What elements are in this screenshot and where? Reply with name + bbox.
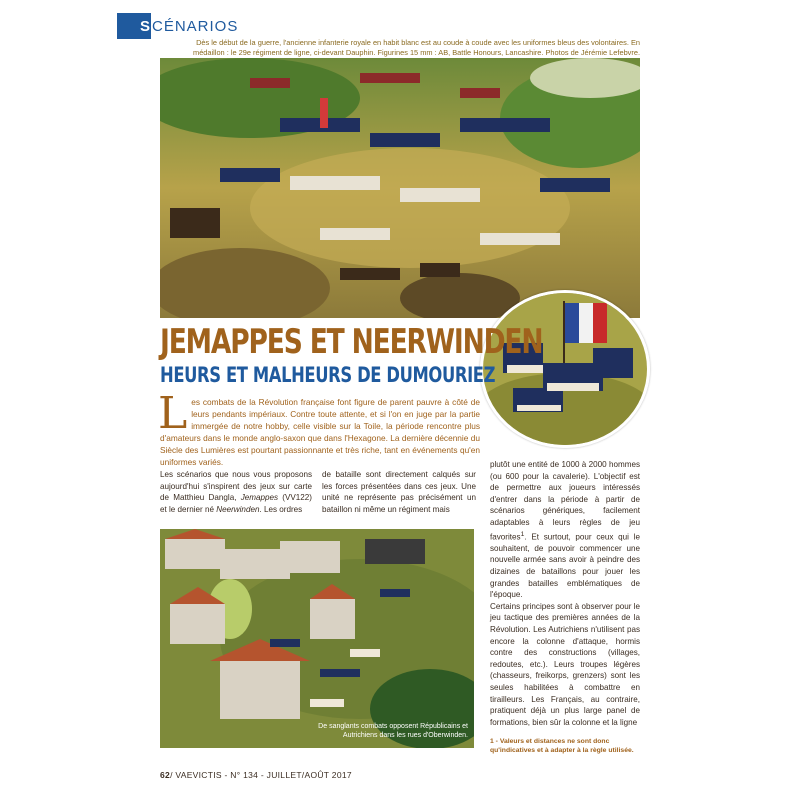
drop-cap: L xyxy=(158,388,188,439)
body-column-2: de bataille sont directement calqués sur les forces présentées dans ces jeux. Une unité ne représente pas précisément un bataillon ni même un régiment mais xyxy=(322,470,476,514)
section-label-box xyxy=(117,13,151,39)
body-column-3 xyxy=(490,459,640,728)
top-photo-caption: Dès le début de la guerre, l'ancienne infanterie royale en habit blanc est au coude à coude avec les uniformes bleus des volontaires. En médaillon : le 29e régiment de ligne, ci-devant Dauphin. Figurines 15 mm : AB, Battle Honours, Lancashire. Photos de Jérémie Lefebvre. xyxy=(193,38,640,57)
body-column-1 xyxy=(160,469,312,515)
intro-paragraph xyxy=(158,388,480,468)
col1-text-a: Les scénarios que nous vous proposons aujourd'hui s'inspirent des jeux sur carte de Matthieu Dangla, xyxy=(160,470,312,503)
page-footer xyxy=(160,770,352,780)
village-photo xyxy=(160,529,474,748)
col1-text-b: (VV122) et le dernier né xyxy=(160,493,312,514)
article-title: JEMAPPES ET NEERWINDEN xyxy=(160,322,543,362)
footnote-ref: 1 xyxy=(520,530,525,538)
magazine-issue: / VAEVICTIS - N° 134 - JUILLET/AOÛT 2017 xyxy=(170,770,352,780)
col3-text-a: plutôt une entité de 1000 à 2000 hommes (ou 600 pour la cavalerie). L'objectif est de permettre aux joueurs intéressés d'entrer dans la période à partir de scénarios génériques, facilement adaptables à leurs règles de jeu favorites xyxy=(490,460,640,542)
col3-text-b: . Et surtout, pour ceux qui le souhaitent, de pouvoir commencer une nouvelle armée sans avoir à peindre des dizaines de bataillons pour jouer les grandes batailles emblématiques de l'époque. xyxy=(490,532,640,600)
section-header xyxy=(117,13,238,39)
village-photo-caption: De sanglants combats opposent Républicains et Autrichiens dans les rues d'Oberwinden. xyxy=(318,723,468,739)
col3-paragraph-1 xyxy=(490,459,640,601)
medallion-illustration xyxy=(483,293,647,445)
game-title-neerwinden: Neerwinden xyxy=(216,504,260,514)
section-initial: S xyxy=(139,17,151,35)
village-photo-illustration xyxy=(160,529,474,748)
col3-paragraph-2: Certains principes sont à observer pour le jeu tactique des premières années de la Révolution. Les Autrichiens n'utilisent pas encore la colonne d'attaque, hormis contre des constructions (villages, redoutes, etc.). Leurs troupes légères (chasseurs, freikorps, grenzers) sont les seules habilitées à combattre en tirailleurs. Les Français, au contraire, pratiquent déjà un plus large panel de formations, bien sûr la colonne et la ligne xyxy=(490,601,640,727)
section-label: CÉNARIOS xyxy=(152,17,239,35)
col1-text-c: . Les ordres xyxy=(259,504,303,514)
page-number: 62 xyxy=(160,770,171,780)
medallion-photo xyxy=(480,290,650,448)
article-subtitle: HEURS ET MALHEURS DE DUMOURIEZ xyxy=(160,363,496,387)
intro-text: es combats de la Révolution française font figure de parent pauvre à côté de leurs pendants impériaux. Contre toute attente, et si l'on en juge par la partie immergée de notre hobby, celle visible sur la Toile, la période rencontre plus d'amateurs dans le monde anglo-saxon que dans l'Hexagone. La dernière décennie du Siècle des Lumières est pourtant passionnante et très riche, tant en événements qu'en uniformes variés. xyxy=(160,397,480,467)
game-title-jemappes: Jemappes xyxy=(240,493,279,503)
battle-photo-illustration xyxy=(160,58,640,318)
footnote: 1 - Valeurs et distances ne sont donc qu'indicatives et à adapter à la règle utilisée. xyxy=(490,738,634,754)
battle-photo xyxy=(160,58,640,318)
